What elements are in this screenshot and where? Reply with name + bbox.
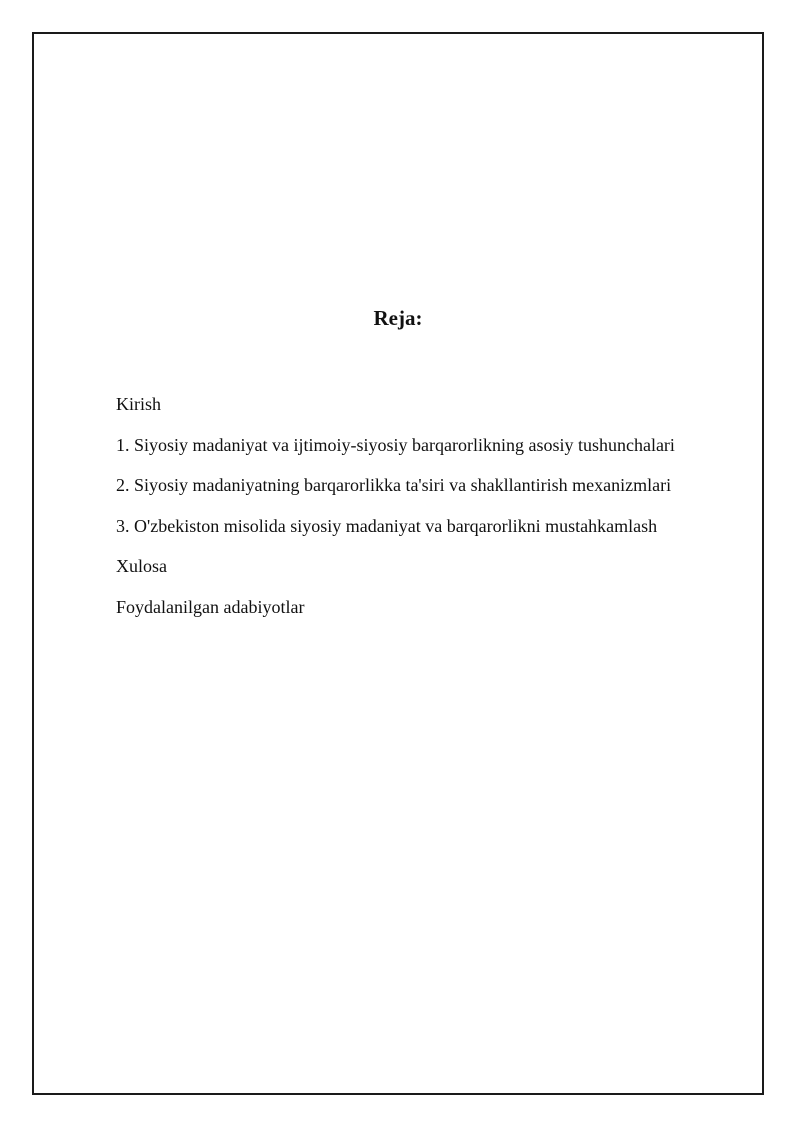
plan-item-references: Foydalanilgan adabiyotlar bbox=[116, 596, 305, 617]
plan-title: Reja: bbox=[373, 306, 423, 330]
page-border-frame bbox=[32, 32, 764, 1095]
plan-list bbox=[116, 384, 675, 627]
plan-item-introduction: Kirish bbox=[116, 394, 161, 414]
plan-item-2: 2. Siyosiy madaniyatning barqarorlikka ta'siri va shakllantirish mexanizmlari bbox=[116, 475, 672, 495]
plan-item-1: 1. Siyosiy madaniyat va ijtimoiy-siyosiy barqarorlikning asosiy tushunchalari bbox=[116, 434, 675, 455]
plan-item-conclusion: Xulosa bbox=[116, 556, 167, 576]
plan-item-3: 3. O'zbekiston misolida siyosiy madaniyat va barqarorlikni mustahkamlash bbox=[116, 515, 658, 536]
